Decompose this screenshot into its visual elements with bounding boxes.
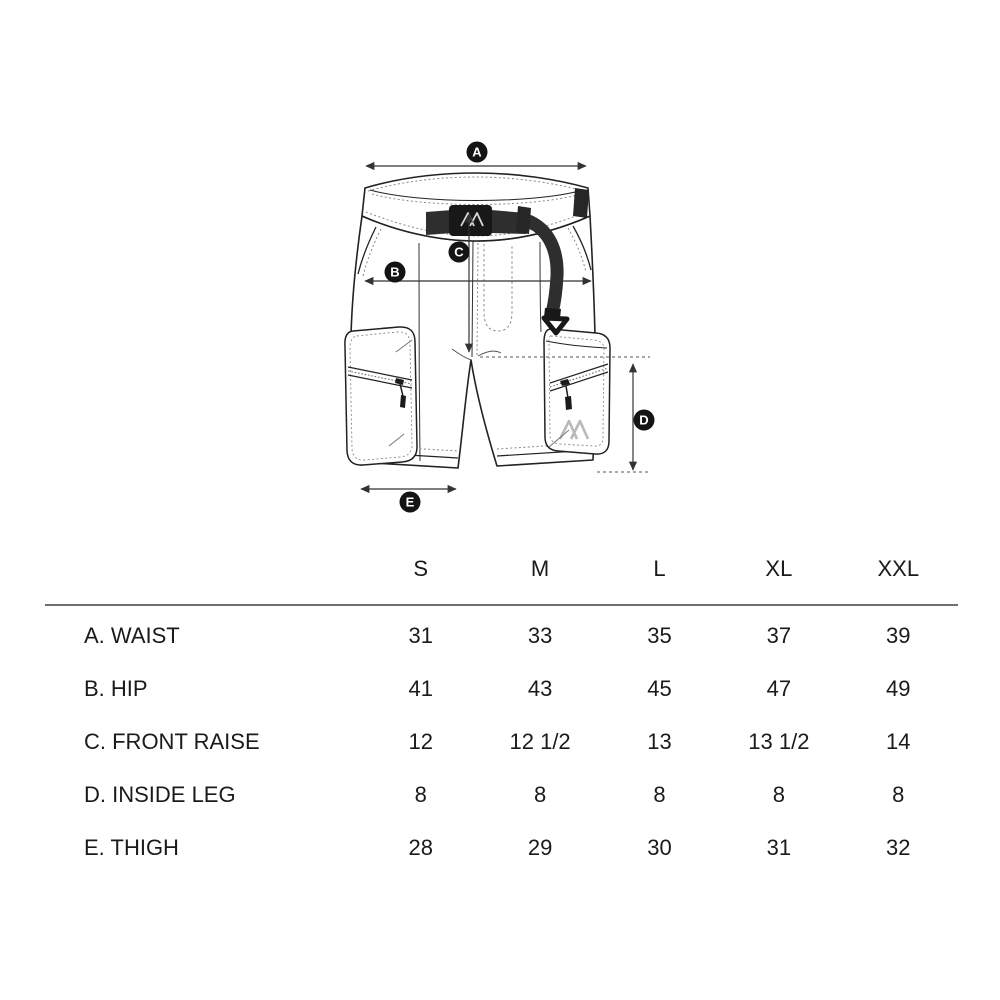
size-value-cell: 31 [766,834,792,860]
size-value-cell: 45 [647,675,672,701]
size-value-cell: 13 [647,728,672,754]
size-value-cell: 32 [886,834,911,860]
size-value-cell: 41 [408,675,433,701]
size-value-cell: 8 [772,781,786,807]
size-value-cell: 37 [766,622,792,648]
belt-loop [516,206,531,234]
size-value-cell: 28 [408,834,433,860]
badge-c [449,242,470,263]
cargo-pocket-right [544,329,610,454]
measurement-label: B. HIP [84,675,148,701]
col-header-xl: XL [765,556,793,581]
size-value-cell: 49 [886,675,911,701]
measurement-label: D. INSIDE LEG [84,781,236,807]
size-table [45,552,958,874]
size-value-cell: 13 1/2 [748,728,810,754]
size-value-cell: 8 [892,781,905,807]
measurement-label: C. FRONT RAISE [84,728,260,754]
col-header-l: L [653,556,666,581]
col-header-s: S [413,556,429,581]
size-value-cell: 35 [647,622,672,648]
svg-text:E: E [405,494,415,510]
size-table-header [45,552,958,604]
size-value-cell: 33 [527,622,553,648]
size-value-cell: 31 [408,622,433,648]
size-value-cell: 12 [408,728,433,754]
size-value-cell: 30 [647,834,672,860]
table-row-inside-leg [45,768,958,821]
col-header-xxl: XXL [877,556,920,581]
svg-text:A: A [472,144,482,160]
svg-text:B: B [390,264,400,280]
size-value-cell: 12 1/2 [509,728,571,754]
size-value-cell: 43 [527,675,553,701]
size-value-cell: 39 [886,622,911,648]
size-value-cell: 14 [886,728,911,754]
table-row-thigh [45,821,958,874]
belt-loop [573,188,589,218]
measurement-label: E. THIGH [84,834,179,860]
svg-text:D: D [639,412,649,428]
svg-text:C: C [454,244,464,260]
badge-a [467,142,488,163]
size-value-cell: 8 [533,781,547,807]
size-table-body [45,604,958,874]
table-row-waist [45,609,958,662]
badge-e [400,492,421,513]
col-header-m: M [530,556,550,581]
badge-d [634,410,655,431]
size-value-cell: 8 [414,781,427,807]
size-value-cell: 29 [527,834,553,860]
size-value-cell: 47 [766,675,792,701]
table-row-hip [45,662,958,715]
size-value-cell: 8 [653,781,666,807]
cargo-pocket-left [345,327,417,465]
badge-b [385,262,406,283]
measurement-label: A. WAIST [84,622,180,648]
table-row-front-raise [45,715,958,768]
